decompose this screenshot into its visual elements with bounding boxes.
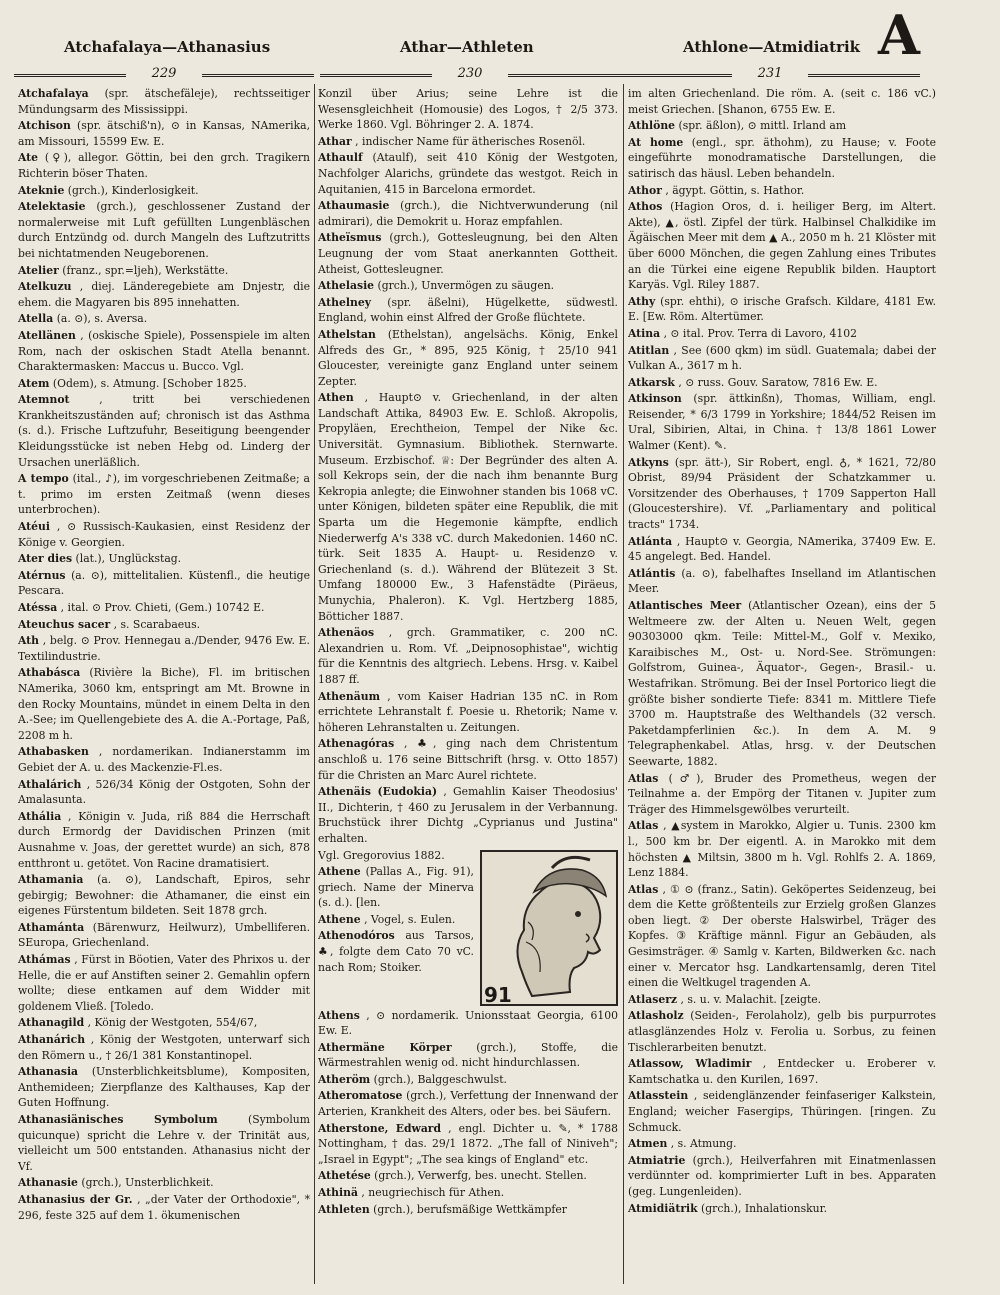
entry-text: , ⊙ Russisch-Kaukasien, einst Residenz der Könige v. Georgien. — [18, 520, 310, 549]
entry-headword: Atlasholz — [628, 1009, 684, 1023]
entry-headword: Athenäis (Eudokia) — [318, 785, 438, 799]
entry-headword: Atlántis — [628, 566, 676, 580]
dictionary-entry — [318, 295, 618, 326]
entry-text: (grch.), Verwerfg, bes. unecht. Stellen. — [374, 1169, 587, 1183]
dictionary-entry — [318, 198, 618, 229]
entry-headword: Atelier — [18, 263, 59, 277]
dictionary-entry — [318, 390, 618, 624]
entry-headword: Atina — [628, 326, 661, 340]
entry-text: , ägypt. Göttin, s. Hathor. — [665, 183, 805, 197]
dictionary-entry — [318, 150, 618, 197]
entry-headword: Atérnus — [18, 568, 66, 582]
entry-text: (grch.), Stoffe, die Wärmestrahlen wenig od. nicht hindurchlassen. — [318, 1040, 618, 1070]
dictionary-entry — [18, 328, 310, 375]
dictionary-entry — [318, 1121, 618, 1168]
entry-text: (Bärenwurz, Heilwurz), Umbelliferen. SEuropa, Griechenland. — [18, 920, 310, 950]
dictionary-entry — [318, 1088, 618, 1119]
dictionary-entry — [628, 1153, 936, 1200]
dictionary-entry — [18, 551, 310, 567]
entry-text: , Königin v. Juda, riß 884 die Herrschaft durch Ermordg der Davidischen Prinzen (mit Ausnahme v. Joas, der gerettet wurde) an sich, 878 entthront u. getötet. Von Racine dramatisiert. — [18, 809, 310, 870]
page-number-right: 231 — [620, 66, 920, 81]
dictionary-entry — [18, 279, 310, 310]
entry-headword: Atheïsmus — [318, 231, 382, 245]
section-letter: A — [878, 3, 920, 67]
entry-text: (Hagion Oros, d. i. heiliger Berg, im Altert. Akte), ▲, östl. Zipfel der türk. Halbinsel Chalkidike im Ägäischen Meer mit dem ▲ A., 2050 m h. 21 Klöster mit über 6000 Mönchen, die gegen Zahlung eines Tributes an die Türkei eine eigene Republik bilden. Hauptort Karyäs. Vgl. Riley 1887. — [628, 200, 936, 292]
dictionary-entry — [18, 920, 310, 951]
entry-headword: Athlöne — [628, 119, 676, 133]
entry-text: (lat.), Unglückstag. — [75, 552, 182, 566]
page-number-center: 230 — [320, 66, 620, 81]
dictionary-entry — [318, 327, 618, 389]
dictionary-entry — [318, 736, 618, 783]
entry-headword: Atmidiätrik — [628, 1201, 698, 1215]
entry-text: (Ethelstan), angelsächs. König, Enkel Alfreds des Gr., * 895, 925 König, † 25/10 941 Gloucester, vereinigte ganz England unter seinem Zepter. — [318, 327, 618, 388]
entry-headword: Athelstan — [318, 327, 376, 341]
entry-text: (spr. ätt-), Sir Robert, engl. ♁, * 1621, 72/80 Obrist, 89/94 Präsident der Schatzkammer u. Vorsitzender des Oberhauses, † 1709 Sapperton Hall (Gloucestershire). Vf. „Parliamentary and political tracts" 1734. — [628, 455, 936, 532]
entry-text: (a. ⊙), Landschaft, Epiros, sehr gebirgig; Bewohner: die Athamaner, die einst ein eigenes Fürstentum bildeten. Seit 1878 grch. — [18, 873, 310, 918]
dictionary-entry — [18, 1032, 310, 1063]
entry-text: (spr. ättkinßn), Thomas, William, engl. Reisender, * 6/3 1799 in Yorkshire; 1844/52 Reisen im Ural, Sibirien, Altai, in China. † 13/8 1861 Lower Walmer (Kent). ✎. — [628, 392, 936, 453]
entry-headword: Atella — [18, 312, 54, 326]
dictionary-entry — [318, 1202, 618, 1218]
dictionary-entry — [18, 471, 310, 518]
entry-headword: Athanasiänisches Symbolum — [18, 1113, 218, 1126]
entry-text: (spr. ätschiß'n), ⊙ in Kansas, NAmerika, am Missouri, 15599 Ew. E. — [18, 119, 310, 148]
entry-headword: Athelasie — [318, 279, 375, 293]
entry-headword: Athy — [628, 294, 656, 308]
entry-text: , diej. Länderegebiete am Dnjestr, die ehem. die Magyaren bis 895 innehatten. — [18, 280, 310, 309]
entry-headword: Athanasius der Gr. — [18, 1192, 133, 1206]
dictionary-entry — [628, 1201, 936, 1217]
entry-text: , neugriechisch für Athen. — [361, 1186, 505, 1200]
entry-text: (grch.), Heilverfahren mit Einatmenlassen verdünnter od. komprimierter Luft in bes. Apparaten (geg. Lungenleiden). — [628, 1153, 936, 1198]
dictionary-entry — [628, 534, 936, 565]
entry-headword: Atlas — [628, 771, 659, 785]
dictionary-entry — [18, 633, 310, 664]
entry-text: (grch.), geschlossener Zustand der normalerweise mit Luft gefüllten Lungenbläschen durch Entzündg od. durch Mangeln des Luftzutritts bei nichtatmenden Neugeborenen. — [18, 200, 310, 260]
entry-text: , seidenglänzender feinfaseriger Kalkstein, England; weicher Fasergips, Thüringen. [ringen. Zu Schmuck. — [628, 1089, 936, 1134]
entry-headword: Atmen — [628, 1137, 668, 1151]
entry-text: (♀), allegor. Göttin, bei den grch. Tragikern Richterin böser Thaten. — [18, 151, 310, 180]
dictionary-entry — [18, 1112, 310, 1174]
entry-headword: Athen — [318, 391, 354, 405]
entry-text: , s. u. v. Malachit. [zeigte. — [680, 992, 822, 1006]
athena-head-icon — [482, 852, 616, 1007]
entry-headword: Athinä — [318, 1186, 358, 1200]
entry-text: , indischer Name für ätherisches Rosenöl. — [355, 134, 586, 148]
dictionary-entry — [318, 86, 618, 133]
entry-text: , vom Kaiser Hadrian 135 nC. in Rom errichtete Lehranstalt f. Poesie u. Rhetorik; Name v. höheren Lehranstalten u. Zeitungen. — [318, 689, 618, 734]
entry-text: , Fürst in Böotien, Vater des Phrixos u. der Helle, die er auf Anstiften seiner 2. Gemahlin opfern wollte; diese entkamen auf dem Widder mit goldenem Vließ. [Toledo. — [18, 953, 310, 1013]
entry-text: (grch.), Balggeschwulst. — [373, 1072, 507, 1086]
entry-text: , ⊙ ital. Prov. Terra di Lavoro, 4102 — [663, 326, 858, 340]
entry-headword: Athenäum — [318, 689, 381, 703]
entry-headword: Atlas — [628, 882, 659, 896]
dictionary-entry — [18, 519, 310, 550]
entry-headword: Atkarsk — [628, 375, 675, 389]
column-left — [18, 86, 310, 1286]
entry-headword: Atchison — [18, 119, 71, 133]
entry-headword: Atellänen — [18, 328, 76, 342]
column-rule-1 — [314, 84, 315, 1284]
entry-text: (ital., ♪), im vorgeschriebenen Zeitmaße; a t. primo im ersten Zeitmaß (wenn dieses unterbrochen). — [18, 472, 310, 517]
entry-headword: Athermäne Körper — [318, 1040, 452, 1054]
dictionary-entry — [628, 455, 936, 533]
dictionary-entry — [18, 1192, 310, 1223]
entry-headword: Athene — [318, 865, 361, 879]
entry-text: (engl., spr. äthohm), zu Hause; v. Foote eingeführte monodramatische Darstellungen, die satirisch das häusl. Leben behandeln. — [628, 135, 936, 180]
entry-headword: Atlassow, Wladimir — [628, 1057, 752, 1071]
dictionary-entry — [628, 818, 936, 880]
entry-text: , ⊙ russ. Gouv. Saratow, 7816 Ew. E. — [678, 375, 878, 389]
entry-text: (spr. äßelni), Hügelkette, südwestl. England, wohin einst Alfred der Große flüchtete. — [318, 295, 618, 325]
entry-headword: Athenäos — [318, 626, 375, 640]
entry-text: Konzil über Arius; seine Lehre ist die Wesensgleichheit (Homousie) des Logos, † 2/5 373. Werke 1860. Vgl. Böhringer 2. A. 1874. — [318, 87, 618, 132]
entry-text: , s. Scarabaeus. — [113, 617, 201, 631]
entry-text: , König der Westgoten, unterwarf sich den Römern u., † 26/1 381 Konstantinopel. — [18, 1033, 310, 1062]
entry-headword: Athaulf — [318, 151, 363, 165]
dictionary-entry — [628, 771, 936, 818]
entry-headword: Athos — [628, 200, 663, 214]
entry-headword: Ate — [18, 151, 39, 165]
entry-text: , Haupt⊙ v. Georgia, NAmerika, 37409 Ew. E. 45 angelegt. Bed. Handel. — [628, 534, 936, 564]
entry-text: (Atlantischer Ozean), eins der 5 Weltmeere zw. der Alten u. Neuen Welt, gegen 90303000 qkm. Teile: Mittel-M., Golf v. Mexiko, Karaibisches M., Ost- u. Nord-See. Strömungen: Golfstrom, Guinea-, Äquator-, Gegen-, Brasil.- u. Westafrikan. Strömung. Bei der Insel Portorico liegt die größte bisher sondierte Tiefe: 8341 m. Mittlere Tiefe 3700 m. Hauptstraße des Welthandels (32 versch. Paketdampferlinien &c.). In dem A. M. 9 Telegraphenkabel. Atlas, hrsg. v. der Deutschen Seewarte, 1882. — [628, 599, 936, 768]
entry-text: , ▲system in Marokko, Algier u. Tunis. 2300 km l., 500 km br. Der eigentl. A. in Marokko mit dem höchsten ▲ Miltsin, 3800 m h. Vgl. Rohlfs 2. A. 1869, Lenz 1884. — [628, 819, 936, 880]
dictionary-entry — [628, 1136, 936, 1152]
entry-text: , ital. ⊙ Prov. Chieti, (Gem.) 10742 E. — [60, 601, 265, 614]
entry-headword: Ateuchus sacer — [18, 617, 111, 631]
entry-text: (grch.), Gottesleugnung, bei den Alten Leugnung der vom Staat anerkannten Gottheit. Atheist, Gottesleugner. — [318, 231, 618, 276]
entry-headword: Atheromatose — [318, 1089, 403, 1103]
entry-text: , ① ⊙ (franz., Satin). Geköpertes Seidenzeug, bei dem die Kette größtenteils zur Erzielg großen Glanzes oben liegt. ② Der oberste Halswirbel, Träger des Kopfes. ③ Kräftige männl. Figur an Gebäuden, als Gesimsträger. ④ Samlg v. Karten, Bildwerken &c. nach einer v. Mercator hsg. Landkartensamlg, deren Titel einen die Weltkugel tragenden A. — [628, 882, 936, 990]
entry-text: (grch.), Verfettung der Innenwand der Arterien, Krankheit des Alters, oder bes. bei Säufern. — [318, 1089, 618, 1119]
entry-text: (grch.), Inhalationskur. — [701, 1201, 828, 1215]
entry-headword: Atlánta — [628, 534, 673, 548]
entry-text: , engl. Dichter u. ✎, * 1788 Nottingham, † das. 29/1 1872. „The fall of Niniveh"; „Israel in Egypt"; „The sea kings of England" etc. — [318, 1121, 618, 1166]
dictionary-entry — [18, 86, 310, 117]
dictionary-entry — [18, 311, 310, 327]
entry-headword: Athanárich — [18, 1033, 86, 1047]
dictionary-entry — [18, 665, 310, 743]
entry-headword: Atmiatrie — [628, 1153, 686, 1167]
dictionary-entry — [628, 1088, 936, 1135]
entry-text: , König der Westgoten, 554/67, — [87, 1016, 258, 1030]
dictionary-entry — [18, 263, 310, 279]
entry-text: (Symbolum quicunque) spricht die Lehre v. der Trinität aus, vielleicht um 500 entstanden. Athanasius nicht der Vf. — [18, 1113, 310, 1173]
dictionary-entry — [18, 1064, 310, 1111]
entry-text: , See (600 qkm) im südl. Guatemala; dabei der Vulkan A., 3617 m h. — [628, 343, 936, 373]
dictionary-entry — [18, 777, 310, 808]
dictionary-entry — [628, 86, 936, 117]
dictionary-entry — [628, 391, 936, 453]
dictionary-entry — [18, 1015, 310, 1031]
dictionary-entry — [18, 199, 310, 261]
entry-text: (grch.), Unsterblichkeit. — [81, 1176, 214, 1190]
entry-text: , ♣, ging nach dem Christentum anschloß u. 176 seine Bittschrift (hrsg. v. Otto 1857) für die Christen an Marc Aurel richtete. — [318, 737, 618, 782]
dictionary-entry — [18, 1175, 310, 1191]
figure-number: 91 — [484, 982, 512, 1007]
entry-headword: Atelkuzu — [18, 280, 72, 294]
entry-headword: Athanasia — [18, 1065, 79, 1079]
entry-text: (a. ⊙), fabelhaftes Inselland im Atlantischen Meer. — [628, 566, 936, 596]
column-center — [318, 86, 618, 1286]
entry-headword: Athabasken — [18, 745, 89, 759]
dictionary-entry — [318, 784, 618, 846]
entry-text: , Gemahlin Kaiser Theodosius' II., Dichterin, † 460 zu Jerusalem in der Verbannung. Bruchstück ihrer Dichtg „Cyprianus und Justina" erhalten. — [318, 785, 618, 845]
dictionary-entry — [318, 230, 618, 277]
entry-text: (Odem), s. Atmung. [Schober 1825. — [52, 376, 247, 390]
dictionary-entry — [318, 278, 618, 294]
entry-headword: Atheröm — [318, 1072, 371, 1086]
dictionary-entry — [628, 566, 936, 597]
entry-text: (Rivière la Biche), Fl. im britischen NAmerika, 3060 km, entspringt am Mt. Browne in den Rocky Mountains, mündet in einem Delta in den A.-See; im Quellengebiete des A. die A.-Portage, Paß, 2208 m h. — [18, 666, 310, 742]
entry-text: (grch.), die Nichtverwunderung (nil admirari), die Demokrit u. Horaz empfahlen. — [318, 199, 618, 228]
running-head-right: Athlone—Atmidiatrik — [683, 38, 861, 56]
running-head-center: Athar—Athleten — [400, 38, 534, 56]
entry-text: , ⊙ nordamerik. Unionsstaat Georgia, 6100 Ew. E. — [318, 1008, 618, 1038]
entry-headword: Atkyns — [628, 455, 669, 469]
entry-text: (Pallas A., Fig. 91), griech. Name der Minerva (s. d.). [len. — [318, 865, 474, 910]
dictionary-entry — [628, 199, 936, 293]
dictionary-entry — [18, 183, 310, 199]
entry-headword: At home — [628, 135, 684, 149]
entry-headword: Athalárich — [18, 777, 82, 791]
entry-headword: Atelektasie — [18, 200, 86, 214]
entry-text: (Ataulf), seit 410 König der Westgoten, Nachfolger Alarichs, gründete das westgot. Reich in Aquitanien, 415 in Barcelona ermordet. — [318, 151, 618, 196]
dictionary-entry — [18, 872, 310, 919]
entry-text: aus Tarsos, ♣, folgte dem Cato 70 vC. nach Rom; Stoiker. — [318, 929, 475, 974]
entry-text: im alten Griechenland. Die röm. A. (seit c. 186 vC.) meist Griechen. [Shanon, 6755 Ew. E. — [628, 87, 936, 116]
entry-text: , „der Vater der Orthodoxie", * 296, feste 325 auf dem 1. ökumenischen — [18, 1192, 310, 1222]
entry-headword: Athália — [18, 809, 62, 823]
dictionary-entry — [18, 952, 310, 1014]
entry-headword: Athenagóras — [318, 737, 395, 751]
entry-headword: Atlaserz — [628, 992, 678, 1006]
entry-text: , belg. ⊙ Prov. Hennegau a./Dender, 9476 Ew. E. Textilindustrie. — [18, 634, 310, 663]
entry-headword: Atitlan — [628, 343, 670, 357]
entry-text: , grch. Grammatiker, c. 200 nC. Alexandrien u. Rom. Vf. „Deipnosophistae", wichtig für die Kenntnis des altgriech. Lebens. Hrsg. v. Kaibel 1887 ff. — [318, 626, 618, 686]
entry-text: (a. ⊙), s. Aversa. — [56, 312, 148, 326]
entry-text: (grch.), Kinderlosigkeit. — [67, 183, 199, 197]
entry-headword: Atéui — [18, 520, 50, 534]
entry-headword: Atherstone, Edward — [318, 1121, 442, 1135]
entry-text: , Vogel, s. Eulen. — [364, 912, 456, 926]
entry-text: (spr. ehthi), ⊙ irische Grafsch. Kildare, 4181 Ew. E. [Ew. Röm. Altertümer. — [628, 294, 936, 324]
dictionary-entry — [18, 617, 310, 633]
dictionary-entry — [318, 1072, 618, 1088]
dictionary-entry — [18, 150, 310, 181]
column-rule-2 — [623, 84, 624, 1284]
dictionary-entry — [318, 1008, 618, 1039]
dictionary-entry — [628, 1008, 936, 1055]
entry-headword: Athene — [318, 912, 361, 926]
entry-text: , nordamerikan. Indianerstamm im Gebiet der A. u. des Mackenzie-Fl.es. — [18, 745, 310, 774]
entry-headword: Athamania — [18, 873, 84, 887]
entry-text: , s. Atmung. — [670, 1137, 737, 1151]
entry-text: (spr. ätschefäleje), rechtsseitiger Mündungsarm des Mississippi. — [18, 87, 310, 116]
athena-figure — [480, 850, 618, 1006]
entry-text: (spr. äßlon), ⊙ mittl. Irland am — [678, 119, 847, 133]
dictionary-entry — [628, 183, 936, 199]
entry-headword: Atlas — [628, 819, 659, 833]
dictionary-entry — [318, 625, 618, 687]
entry-headword: Atem — [18, 376, 50, 390]
dictionary-entry — [628, 135, 936, 182]
entry-headword: Athetése — [318, 1169, 371, 1183]
entry-headword: Atemnot — [18, 393, 70, 407]
running-head-left: Atchafalaya—Athanasius — [64, 38, 271, 56]
page-number-left: 229 — [14, 66, 314, 81]
dictionary-entry — [318, 1040, 618, 1071]
entry-text: Vgl. Gregorovius 1882. — [318, 848, 445, 862]
entry-text: (♂), Bruder des Prometheus, wegen der Teilnahme a. der Empörg der Titanen v. Jupiter zum Träger des Himmelsgewölbes verurteilt. — [628, 771, 936, 816]
dictionary-entry — [18, 744, 310, 775]
dictionary-entry — [18, 600, 310, 616]
entry-headword: Ater dies — [18, 552, 73, 566]
entry-headword: Athens — [318, 1008, 360, 1022]
entry-headword: Atéssa — [18, 601, 58, 614]
entry-headword: Athabásca — [18, 666, 81, 680]
dictionary-entry — [318, 1185, 618, 1201]
dictionary-entry — [318, 134, 618, 150]
entry-headword: Athamánta — [18, 920, 85, 934]
dictionary-entry — [318, 689, 618, 736]
entry-text: , Haupt⊙ v. Griechenland, in der alten Landschaft Attika, 84903 Ew. E. Schloß. Akropolis, Propyläen, Erechtheion, Tempel der Nike &c. Universität. Gymnasium. Bibliothek. Sternwarte. Museum. Erzbischof. ♕: Der Begründer des alten A. soll Kekrops sein, der die nach ihm benannte Burg Kekropia anlegte; die Einwohner standen bis 1068 vC. unter Königen, bildeten später eine Republik, die mit Sparta um die Hegemonie kämpfte, endlich Niederwerfg A's 338 vC. durch Makedonien. 1460 nC. türk. Seit 1835 A. Haupt- u. Residenz⊙ v. Griechenland (s. d.). Während der Blütezeit 3 St. Umfang 180000 Ew., 3 Hafenstädte (Piräeus, Munychia, Phaleron). K. Vgl. Hertzberg 1885, Bötticher 1887. — [318, 391, 618, 623]
dictionary-entry — [18, 376, 310, 392]
entry-text: , Entdecker u. Eroberer v. Kamtschatka u. den Kurilen, 1697. — [628, 1057, 936, 1086]
entry-text: , 526/34 König der Ostgoten, Sohn der Amalasunta. — [18, 777, 310, 807]
column-right — [628, 86, 936, 1286]
entry-text: (grch.), berufsmäßige Wettkämpfer — [373, 1202, 567, 1216]
dictionary-entry — [628, 294, 936, 325]
dictionary-entry — [628, 992, 936, 1008]
entry-headword: Atkinson — [628, 392, 682, 406]
entry-headword: Athleten — [318, 1202, 370, 1216]
entry-headword: Atlasstein — [628, 1089, 689, 1103]
dictionary-entry — [318, 1168, 618, 1184]
entry-text: (grch.), Unvermögen zu säugen. — [377, 279, 555, 293]
entry-headword: Athenodóros — [318, 929, 395, 943]
entry-headword: Ath — [18, 634, 40, 648]
entry-headword: Athaumasie — [318, 199, 390, 213]
entry-headword: Athar — [318, 134, 352, 148]
dictionary-entry — [628, 118, 936, 134]
entry-text: (a. ⊙), mittelitalien. Küstenfl., die heutige Pescara. — [18, 568, 310, 598]
dictionary-entry — [628, 375, 936, 391]
entry-text: , (oskische Spiele), Possenspiele im alten Rom, nach der oskischen Stadt Atella benannt. Charaktermasken: Maccus u. Bucco. Vgl. — [18, 328, 310, 374]
dictionary-entry — [18, 809, 310, 871]
dictionary-entry — [18, 118, 310, 149]
entry-headword: Athámas — [18, 953, 71, 967]
dictionary-entry — [628, 326, 936, 342]
entry-headword: Athor — [628, 183, 662, 197]
entry-headword: A tempo — [18, 472, 69, 486]
entry-headword: Athanagild — [18, 1016, 85, 1030]
dictionary-entry — [628, 1056, 936, 1087]
dictionary-entry — [628, 882, 936, 991]
entry-headword: Ateknie — [18, 183, 65, 197]
entry-text: , tritt bei verschiedenen Krankheitszuständen auf; chronisch ist das Asthma (s. d.). Frische Luftzufuhr, Beseitigung beengender Kleidungsstücke ist neben Hebg od. Linderg der Ursachen unerläßlich. — [18, 393, 310, 469]
dictionary-entry — [18, 568, 310, 599]
entry-text: (Unsterblichkeitsblume), Kompositen, Anthemideen; Zierpflanze des Kalthauses, Kap der Guten Hoffnung. — [18, 1065, 310, 1110]
entry-text: (Seiden-, Ferolaholz), gelb bis purpurrotes atlasglänzendes Holz v. Ferolia u. Sorbus, zu feinen Tischlerarbeiten benutzt. — [628, 1009, 936, 1054]
dictionary-entry — [628, 598, 936, 770]
entry-text: (franz., spr.=ljeh), Werkstätte. — [62, 263, 229, 277]
dictionary-entry — [628, 343, 936, 374]
entry-headword: Athelney — [318, 295, 371, 309]
entry-headword: Atlantisches Meer — [628, 599, 742, 612]
entry-headword: Athanasie — [18, 1176, 78, 1190]
entry-headword: Atchafalaya — [18, 87, 89, 100]
dictionary-entry — [18, 392, 310, 470]
